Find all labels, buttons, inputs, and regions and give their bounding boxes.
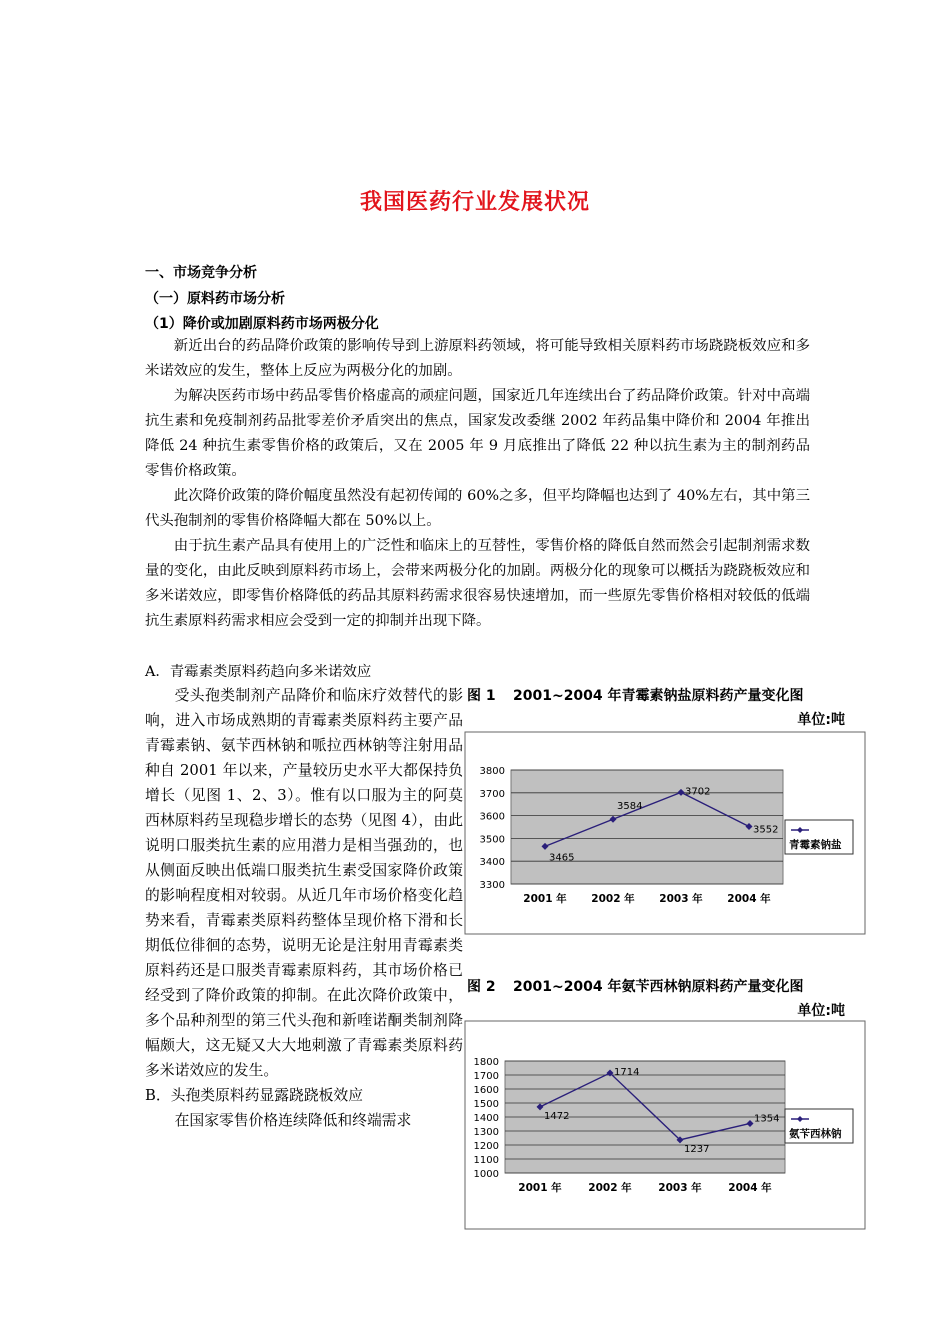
x-tick-label: 2002 年 [591, 893, 635, 905]
data-label: 3584 [617, 801, 643, 813]
data-label: 1472 [544, 1110, 570, 1122]
paragraph-1: 新近出台的药品降价政策的影响传导到上游原料药领域，将可能导致相关原料药市场跷跷板效应和多米诺效应的发生，整体上反应为两极分化的加剧。 [145, 338, 810, 379]
figure-1-chart [463, 684, 873, 939]
section-a-text: 受头孢类制剂产品降价和临床疗效替代的影响，进入市场成熟期的青霉素类原料药主要产品青霉素钠、氨苄西林钠和哌拉西林钠等注射用品种自 2001 年以来，产量较历史水平大都保持负增长（见图 1、2、3）。惟有以口服为主的阿莫西林原料药呈现稳步增长的态势（见图 4），由此说明口服类抗生素的应用潜力是相当强劲的，也从侧面反映出低端口服类抗生素受国家降价政策的影响程度相对较弱。从近几年市场价格变化趋势来看，青霉素类原料药整体呈现价格下滑和长期低位徘徊的态势，说明无论是注射用青霉素类原料药还是口服类青霉素原料药，其市场价格已经受到了降价政策的抑制。在此次降价政策中，多个品种剂型的第三代头孢和新喹诺酮类制剂降幅颇大，这无疑又大大地刺激了青霉素类原料药多米诺效应的发生。 [145, 687, 463, 1079]
x-tick-label: 2004 年 [728, 1182, 772, 1194]
legend-label: 青霉素钠盐 [789, 839, 842, 851]
x-tick-label: 2002 年 [588, 1182, 632, 1194]
section-b-heading: B．头孢类原料药显露跷跷板效应 [145, 1087, 364, 1104]
section-a-heading: A．青霉素类原料药趋向多米诺效应 [145, 664, 372, 680]
data-label: 1354 [754, 1113, 780, 1125]
legend-label: 氨苄西林钠 [789, 1128, 842, 1140]
figure-label: 图 1 [467, 688, 496, 704]
y-tick-label: 1400 [473, 1113, 499, 1124]
x-tick-label: 2003 年 [658, 1182, 702, 1194]
chart-unit: 单位:吨 [797, 712, 845, 728]
x-tick-label: 2001 年 [518, 1182, 562, 1194]
figure-2-chart [463, 975, 873, 1235]
paragraph-4: 由于抗生素产品具有使用上的广泛性和临床上的互替性，零售价格的降低自然而然会引起制剂需求数量的变化，由此反映到原料药市场上，会带来两极分化的加剧。两极分化的现象可以概括为跷跷板效应和多米诺效应，即零售价格降低的药品其原料药需求很容易快速增加，而一些原先零售价格相对较低的低端抗生素原料药需求相应会受到一定的抑制并出现下降。 [145, 538, 810, 629]
y-tick-label: 3600 [479, 811, 505, 823]
page-title: 我国医药行业发展状况 [359, 190, 590, 215]
x-tick-label: 2003 年 [659, 893, 703, 905]
x-tick-label: 2001 年 [523, 893, 567, 905]
chart-title: 2001~2004 年青霉素钠盐原料药产量变化图 [513, 688, 804, 704]
data-label: 3552 [753, 824, 779, 836]
paragraph-2: 为解决医药市场中药品零售价格虚高的顽症问题，国家近几年连续出台了药品降价政策。针对中高端抗生素和免疫制剂药品批零差价矛盾突出的焦点，国家发改委继 2002 年药品集中降价和 2004 年推出降低 24 种抗生素零售价格的政策后，又在 2005 年 9 月底推出了降低 22 种以抗生素为主的制剂药品零售价格政策。 [145, 388, 810, 479]
paragraph-3: 此次降价政策的降价幅度虽然没有起初传闻的 60%之多，但平均降幅也达到了 40%左右，其中第三代头孢制剂的零售价格降幅大都在 50%以上。 [145, 488, 810, 529]
y-tick-label: 3400 [479, 857, 505, 869]
y-tick-label: 3700 [479, 788, 505, 800]
data-label: 1237 [684, 1143, 710, 1155]
heading-2: （一）原料药市场分析 [145, 291, 285, 307]
y-tick-label: 1500 [473, 1099, 499, 1110]
y-tick-label: 1000 [473, 1169, 499, 1180]
figure-1 [463, 684, 873, 943]
y-tick-label: 1800 [473, 1057, 499, 1068]
data-label: 3702 [685, 786, 711, 798]
figure-2 [463, 975, 873, 1239]
y-tick-label: 3500 [479, 834, 505, 846]
x-tick-label: 2004 年 [727, 893, 771, 905]
y-tick-label: 1200 [473, 1141, 499, 1152]
plot-area [511, 770, 783, 884]
chart-unit: 单位:吨 [797, 1003, 845, 1019]
chart-title: 2001~2004 年氨苄西林钠原料药产量变化图 [513, 979, 804, 995]
section-b-text: 在国家零售价格连续降低和终端需求 [174, 1112, 412, 1129]
data-label: 3465 [549, 852, 575, 864]
figure-label: 图 2 [467, 979, 496, 995]
y-tick-label: 3300 [479, 880, 505, 891]
y-tick-label: 3800 [479, 766, 505, 777]
heading-1: 一、市场竞争分析 [145, 265, 257, 281]
heading-3: （1）降价或加剧原料药市场两极分化 [145, 316, 379, 332]
y-tick-label: 1300 [473, 1127, 499, 1138]
wrapped-text-column [145, 683, 463, 1133]
y-tick-label: 1100 [473, 1155, 499, 1166]
y-tick-label: 1700 [473, 1071, 499, 1082]
data-label: 1714 [614, 1067, 640, 1079]
y-tick-label: 1600 [473, 1085, 499, 1096]
